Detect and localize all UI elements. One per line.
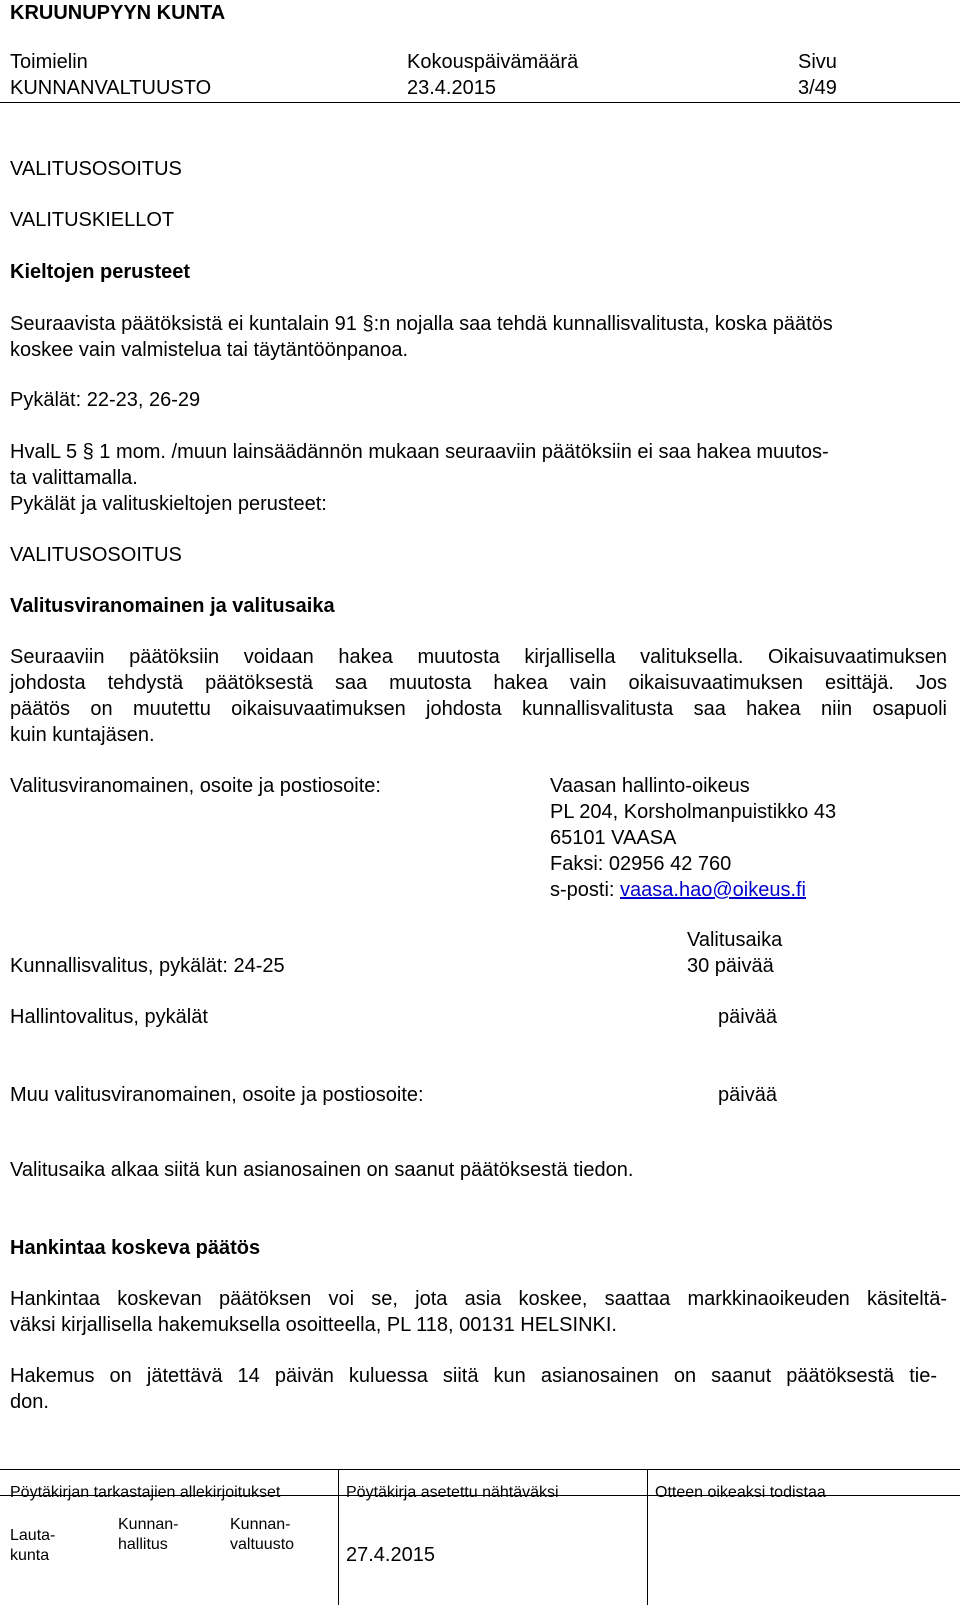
section-heading: Kieltojen perusteet	[10, 261, 191, 283]
valitusaika-alkaa: Valitusaika alkaa siitä kun asianosainen on saanut päätöksestä tiedon.	[10, 1159, 634, 1181]
section-heading: Valitusviranomainen ja valitusaika	[10, 595, 335, 617]
paragraph-line: Seuraavista päätöksistä ei kuntalain 91 §:n nojalla saa tehdä kunnallisvalitusta, koska päätös	[10, 313, 833, 335]
footer-valtuusto-line2: valtuusto	[230, 1536, 295, 1553]
organization-name: KRUUNUPYYN KUNTA	[10, 2, 226, 24]
hallinto-label: Hallintovalitus, pykälät	[10, 1006, 208, 1028]
footer-divider-1	[338, 1469, 339, 1605]
footer-date: 27.4.2015	[346, 1544, 435, 1566]
footer-lautakunta-line2: kunta	[10, 1547, 50, 1564]
page-value: 3/49	[798, 77, 837, 99]
footer-rule-top	[0, 1469, 960, 1470]
section-title: VALITUSOSOITUS	[10, 158, 182, 180]
footer-certified-label: Otteen oikeaksi todistaa	[655, 1484, 826, 1501]
kunnallis-value: 30 päivää	[687, 955, 774, 977]
paragraph-line: Hakemus on jätettävä 14 päivän kuluessa siitä kun asianosainen on saanut päätöksestä tie-	[10, 1365, 937, 1387]
hallinto-value: päivää	[718, 1006, 777, 1028]
page-label: Sivu	[798, 51, 837, 73]
authority-label: Valitusviranomainen, osoite ja postiosoite:	[10, 775, 381, 797]
authority-email-row	[550, 877, 806, 903]
authority-fax: Faksi: 02956 42 760	[550, 853, 732, 875]
footer-signatures-label: Pöytäkirjan tarkastajien allekirjoitukset	[10, 1484, 281, 1501]
paragraph-line: HvalL 5 § 1 mom. /muun lainsäädännön mukaan seuraaviin päätöksiin ei saa hakea muutos-	[10, 441, 829, 463]
organ-value: KUNNANVALTUUSTO	[10, 77, 212, 99]
footer-valtuusto-line1: Kunnan-	[230, 1516, 291, 1533]
authority-address: PL 204, Korsholmanpuistikko 43	[550, 801, 837, 823]
footer-divider-2	[647, 1469, 648, 1605]
kunnallis-label: Kunnallisvalitus, pykälät: 24-25	[10, 955, 285, 977]
authority-city: 65101 VAASA	[550, 827, 677, 849]
paragraph-pykalat: Pykälät: 22-23, 26-29	[10, 389, 201, 411]
footer-hallitus-line2: hallitus	[118, 1536, 168, 1553]
paragraph-line: väksi kirjallisella hakemuksella osoitteella, PL 118, 00131 HELSINKI.	[10, 1314, 617, 1336]
footer-displayed-label: Pöytäkirja asetettu nähtäväksi	[346, 1484, 559, 1501]
footer-lautakunta-line1: Lauta-	[10, 1527, 56, 1544]
date-label: Kokouspäivämäärä	[407, 51, 579, 73]
paragraph-line: koskee vain valmistelua tai täytäntöönpanoa.	[10, 339, 409, 361]
authority-name: Vaasan hallinto-oikeus	[550, 775, 750, 797]
organ-label: Toimielin	[10, 51, 88, 73]
paragraph-line: johdosta tehdystä päätöksestä saa muutosta hakea vain oikaisuvaatimuksen esittäjä. Jos	[10, 672, 947, 694]
authority-email-link[interactable]: vaasa.hao@oikeus.fi	[620, 879, 806, 901]
header-rule	[0, 102, 960, 103]
paragraph-line: ta valittamalla.	[10, 467, 138, 489]
muu-label: Muu valitusviranomainen, osoite ja postiosoite:	[10, 1084, 424, 1106]
paragraph-line: päätös on muutettu oikaisuvaatimuksen johdosta kunnallisvalitusta saa hakea niin osapuoli	[10, 698, 947, 720]
section-heading: Hankintaa koskeva päätös	[10, 1237, 261, 1259]
valitusaika-header: Valitusaika	[687, 929, 783, 951]
authority-email-label: s-posti:	[550, 879, 621, 901]
paragraph-line: Hankintaa koskevan päätöksen voi se, jota asia koskee, saattaa markkinaoikeuden käsiteltä-	[10, 1288, 947, 1310]
paragraph-line: kuin kuntajäsen.	[10, 724, 155, 746]
muu-value: päivää	[718, 1084, 777, 1106]
footer-hallitus-line1: Kunnan-	[118, 1516, 179, 1533]
paragraph-line: Pykälät ja valituskieltojen perusteet:	[10, 493, 327, 515]
date-value: 23.4.2015	[407, 77, 496, 99]
paragraph-line: don.	[10, 1391, 49, 1413]
section-title: VALITUSOSOITUS	[10, 544, 182, 566]
paragraph-line: Seuraaviin päätöksiin voidaan hakea muutosta kirjallisella valituksella. Oikaisuvaatimuksen	[10, 646, 947, 668]
section-subtitle: VALITUSKIELLOT	[10, 209, 175, 231]
